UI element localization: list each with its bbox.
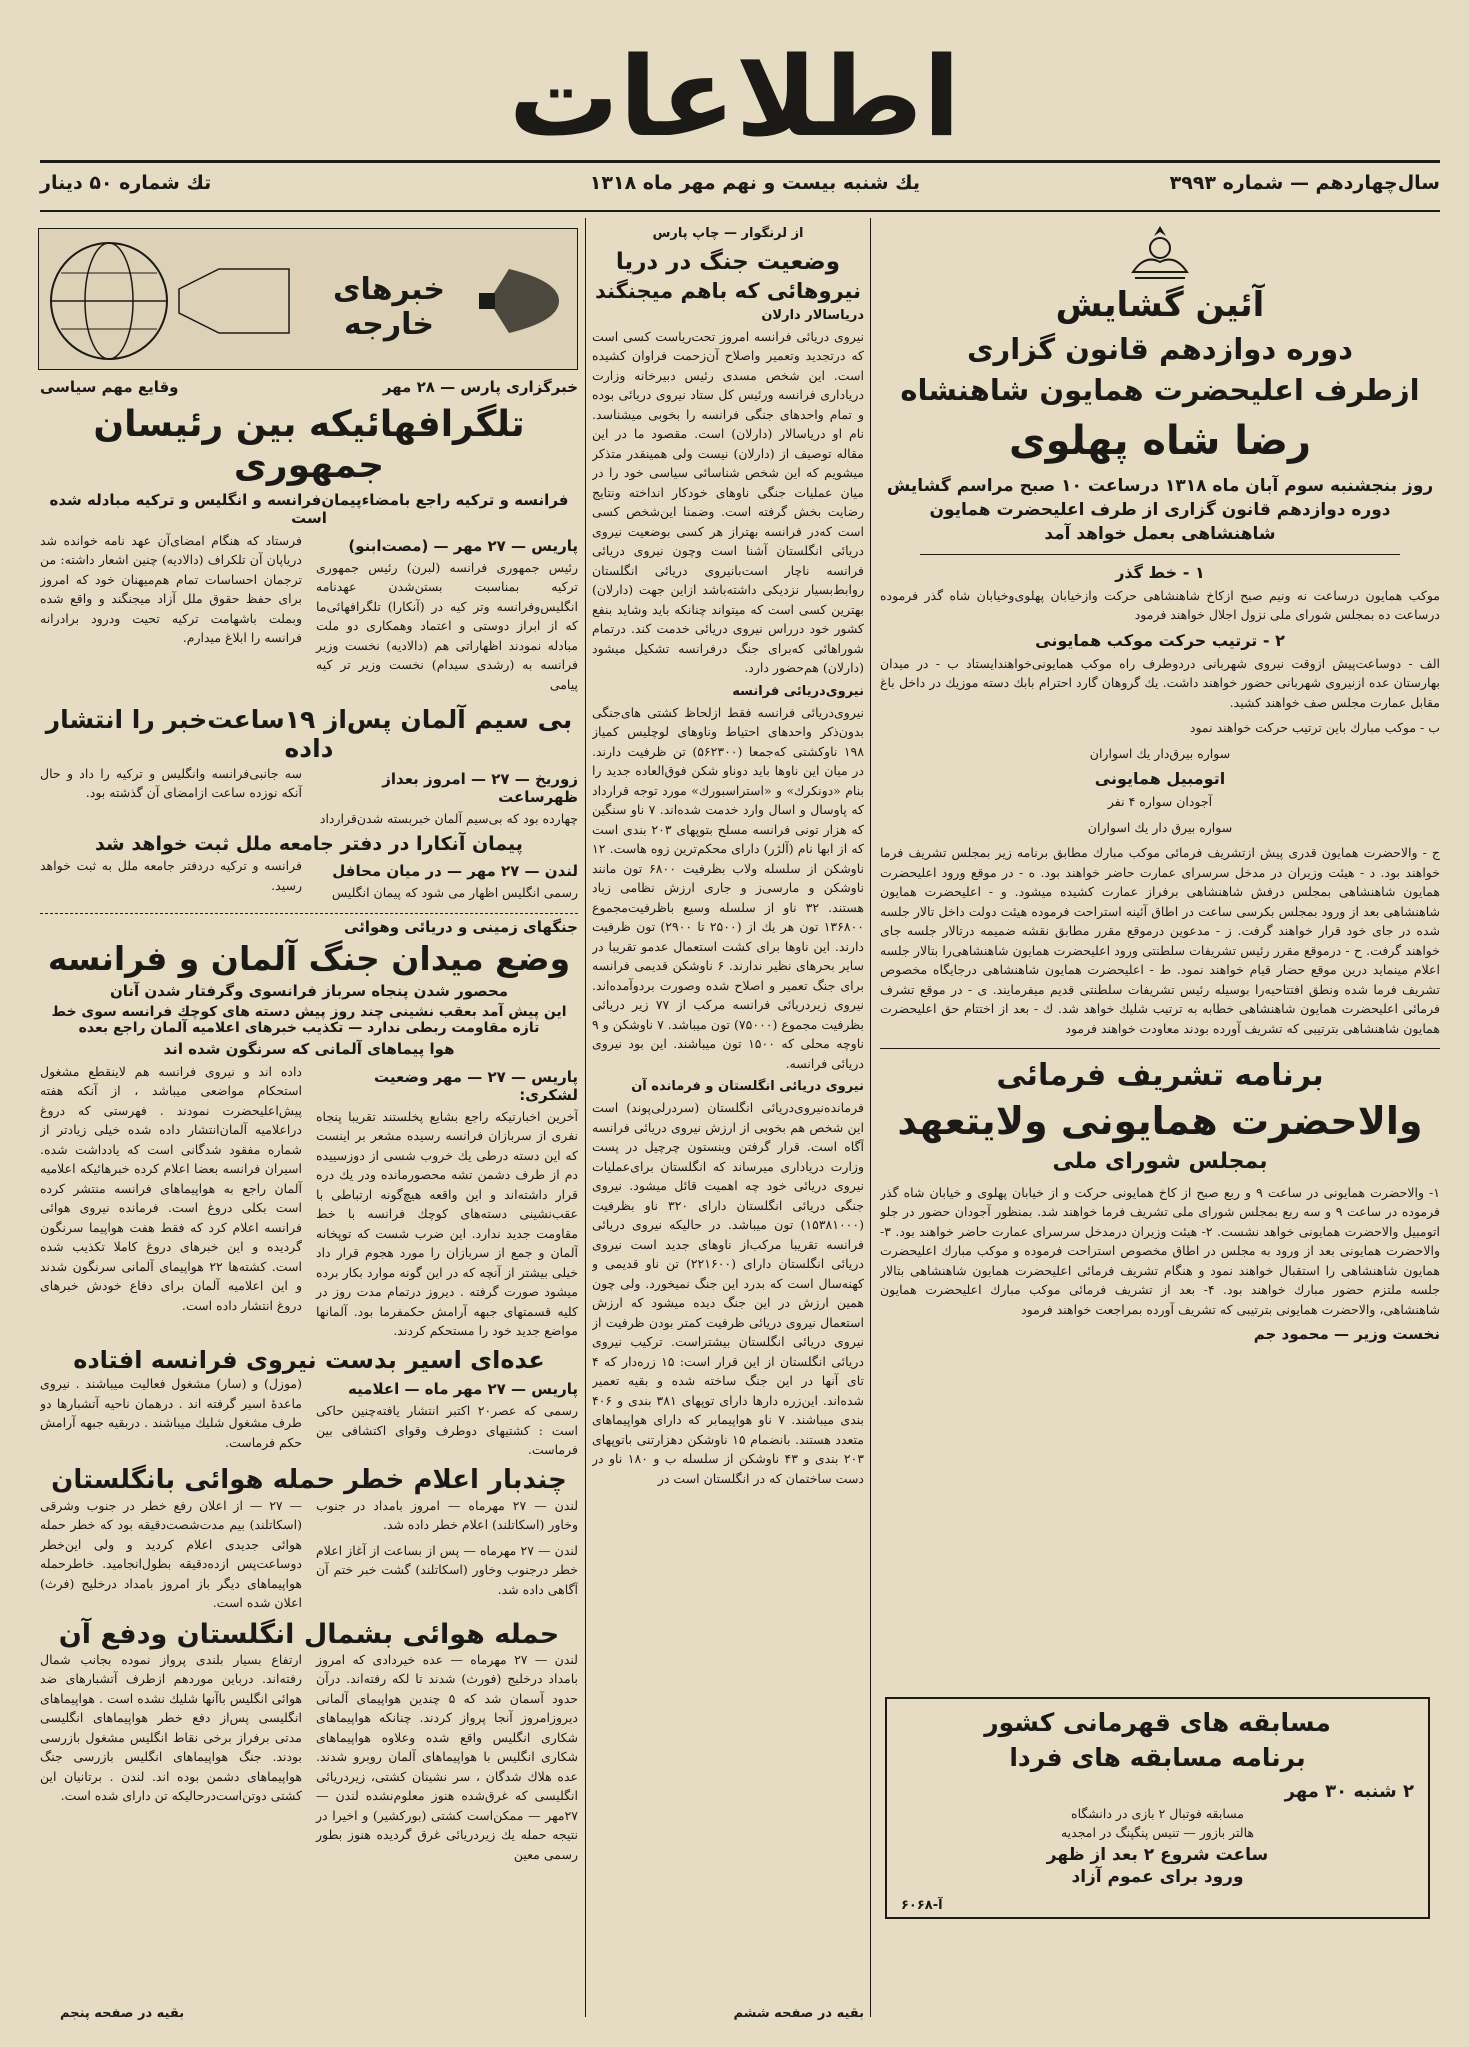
ceremony-authority: ازطرف اعلیحضرت همایون شاهنشاه [900,373,1420,408]
german-radio-dateline: زوریخ — ۲۷ — امروز بعداز ظهرساعت [382,769,578,806]
section-procession-title: ۲ - ترتیب حرکت موکب همایونی [1035,630,1285,650]
headline-presidents-telegrams: تلگرافهائیکه بین رئیسان جمهوری [93,404,525,487]
western-front-sub-1: محصور شدن پنجاه سرباز فرانسوی وگرفتار شدن آنان [109,981,509,1000]
western-front-text-left: داده اند و نیروی فرانسه هم لاینقطع مشغول استحکام مواضعی میباشد ، از آنکه هفته پیش‌اعلیحضرت نمودند . فهرستی که دروغ دراعلامیه آلمان‌انتشار داده شده خیلی زیادتر از شماره مفقود شدگانی است که یادداشت شده. اسیران فرانسه بعضا اعلام کرده خبرهائیکه اعلامیه آلمان راجع به هواپیماهای فرانسه منتشر کرده است بکلی دروغ است. فرمانده نیروی هوائی فرانسه اعلام کرد که فقط هفت هواپیما سرنگون گردیده و این خبرهای دروغ کاملا تکذیب شده است. کشته‌ها ۲۲ هواپیمای آلمانی سرنگون شدند و این اعلامیه آلمان برای دفاع خودش خبرهای دروغ انتشار داده است. [40,1063,302,1313]
ceremony-intro: روز بنجشنبه سوم آبان ماه ۱۳۱۸ درساعت ۱۰ صبح مراسم گشایش دوره دوازدهم قانون گزاری از طرف اعلیحضرت همایون شاهنشاهی بعمل خواهد آمد [886,475,1434,544]
air-raid-alerts-story [40,1496,578,1619]
telegrams-story-right [316,531,578,701]
year-issue: سال‌چهاردهم — شماره ۳۹۹۳ [1169,172,1440,194]
ankara-pact-text-right: رسمی انگلیس اظهار می شود که پیمان انگلیس [331,885,578,901]
western-front-sub-2: این پیش آمد بعقب نشینی چند روز پیش دسته های کوچك فرانسه سوی خط تازه مقاومت ربطی ندارد — تکذیب خبرهای اعلامیه آلمان راجع بعده [51,1003,567,1036]
naval-text-darlan: نیروی دریائی فرانسه امروز تحت‌ریاست کسی است که درتجدید وتعمیر واصلاح آن‌زحمت فراوان کشیده است. این شخص مسدی رئیس دبیرخانه وزارت دریاداری فرانسه ورئیس کل ستاد نیروی دریائی بوده و تمام واحدهای جنگی فرانسه را بخوبی میشناسد. نام او دریاسالار (دارلان) است. مقصود ما در این مقاله توصیف از (دارلان) نیست ولی همینقدر متذکر میشویم که این شخص شناسائی سیاسی خود را در میان عملیات جنگی ناوهای خودکار انداخته ونتایج رضایت بخش گرفته است. وضمنا این‌شخص کسی است که‌در فرانسه بهتراز هر کسی بوضعیت نیروی دریائی انگلستان آشنا است وچون نیروی دریائی فرانسه ناچار است‌بانیروی دریائی انگلستان روابط‌بسیار نزدیکی داشته‌باشد ازاین جهت (دارلان) بهترین کسی است که میتواند چنانکه باید وشاید بنفع کشور خود درراس نیروی دریائی خدمت کند. درتمام شوراهائی که‌برای جنگ درفرانسه تشکیل میشود (دارلان) هم‌حضور دارد. [592,328,864,676]
ad-date: ۲ شنبه ۳۰ مهر [1284,1780,1414,1802]
naval-war-column [592,222,864,2022]
program-text: ۱- والاحضرت همایونی در ساعت ۹ و ربع صبح از کاخ همایونی حرکت و از خیابان پهلوی و خیابان شاه گذر فرموده در ساعت ۹ و سه ربع بمجلس شورای ملی تشریف فرما خواهند شد. بمنظور آجودان حضور در جلو اتومبیل والاحضرت همایونی خواهد نشست. ۲- هیئت وزیران درمدخل سرسرای عمارت حاضر خواهند بود. ۳- والاحضرت همایونی بعد از ورود به مجلس در اطاق مخصوص استراحت فرموده و موکب مبارك اعلیحضرت همایون شاهنشاهی را استقبال خواهند نمود و هنگام تشریف فرمائی اعلیحضرت همایون شاهنشاهی بتالار جلسه ملتزم حضور مبارك خواهند بود. ۴- بعد از تشریف فرمائی موکب مبارك اعلیحضرت همایون شاهنشاهی، والاحضرت همایونی بترتیبی که تشریف آورده بمراجعت خواهند فرمود [880,1184,1440,1317]
newspaper-logo: اطلاعات [508,33,961,161]
ceremony-protocol-text: ج - والاحضرت همایون قدری پیش ازتشریف فرمائی موکب مبارك مطابق برنامه زیر بمجلس تشریف فرما خواهند بود. د - هیئت وزیران در مدخل سرسرای عمارت حاضر خواهند بود. ه - در موقع ورود اعلیحضرت همایون شاهنشاهی بمجلس درفش شاهنشاهی برفراز عمارت کشیده میشود. و - اعلیحضرت همایون شاهنشاهی بعد از ورود بمجلس بکرسی ساعت در اطاق آئینه استراحت فرموده هیئت دولت داخل تالار جلسه شده در جای خود قرار خواهند گرفت. ز - مدعوین درموقع مقرر مطابق نقشه ضمیمه درتالار جلسه جای خواهند گرفت. ح - درموقع مقرر رئیس تشریفات سلطنتی ورود اعلیحضرت همایون شاهنشاهی‌را بتالار جلسه اعلام مینماید درین موقع حضار قیام خواهند نمود. ط - اعلیحضرت همایون شاهنشاهی درجایگاه مخصوص تشریف فرما شده ونطق افتتاحیه‌را بوسیله رئیس تشریفات سلطنتی قدیم میفرمایند. ی - در موقع تشرف فرمائی اعلیحضرت همایون شاهنشاهی خطابه به ترتیب شلیك خواهد شد. ك - بعد از اختتام حق اعلیحضرت همایون شاهنشاهی بترتیبی که تشریف آورده بودند معاودت خواهند فرمود [880,845,1440,1036]
ceremony-divider [920,554,1400,555]
masthead-top-rule [40,160,1440,163]
air-raid-alerts-text-left: — ۲۷ — از اعلان رفع خطر در جنوب وشرقی (اسکاتلند) بیم مدت‌شصت‌دقیقه بود که خطر حمله هوائی جدیدی اعلام کردید و ولی این‌خطر دوساعت‌پس ازده‌دقیقه بطول‌انجامید. خاطرحمله هواپیماهای دیگر باز امروز بامداد درخلیج (فرث) اعلان شده است. [40,1497,302,1611]
procession-row-1: سواره بیرق‌دار یك اسواران [1089,745,1231,761]
sports-advertisement [885,1697,1430,1919]
section-route-text: موکب همایون درساعت نه ونیم صبح ازکاخ شاهنشاهی حرکت وازخیابان پهلوی‌وخیابان شاه گذر فرموده درساعت ده بمجلس شورای ملی نزول اجلال خواهند فرمود [880,587,1440,623]
headline-ankara-pact: پیمان آنکارا در دفتر جامعه ملل ثبت خواهد شد [95,833,523,856]
section-procession-text: الف - دوساعت‌پیش ازوقت نیروی شهربانی دردوطرف راه موکب همایونی‌خواهندایستاد ب - در میدان بهارستان عده ازنیروی شهربانی حضور خواهند داشت. یك گروهان گارد احترام بابك دسته موزیك در داخل باغ مقابل عمارت مجلس صف خواهند کشید. [880,655,1440,710]
telegrams-story [40,531,578,701]
headline-northern-raid: حمله هوائی بشمال انگلستان ودفع آن [58,1618,560,1650]
german-radio-story [40,764,578,835]
section-procession-order: ب - موکب مبارك باین ترتیب حرکت خواهند نمود [1189,720,1440,736]
telegrams-subheadline: فرانسه و ترکیه راجع بامضاءپیمان‌فرانسه و انگلیس و ترکیه مبادله شده است [49,490,569,527]
foreign-news-title: خبرهای خارجه [332,272,446,342]
column-separator-right [870,218,871,2017]
air-raid-alerts-dispatch-1: لندن — ۲۷ مهرماه — امروز بامداد در جنوب وخاور (اسکاتلند) اعلام خطر داده شد. [316,1497,578,1533]
issue-price: تك شماره ۵۰ دینار [40,172,212,194]
program-parliament: بمجلس شورای ملی [1052,1149,1268,1175]
telegrams-dateline: پاریس — ۲۷ مهر — (مصت‌ابنو) [348,536,578,555]
naval-sub-british-navy: نیروی دریائی انگلستان و فرمانده آن [631,1079,864,1095]
german-radio-text-left: سه جانبی‌فرانسه وانگلیس و ترکیه را داد و حال آنکه نوزده ساعت ازامضای آن گذشته بود. [40,765,302,801]
ad-code: آ-۶۰۶۸ [901,1898,943,1913]
masthead-bottom-rule [40,210,1440,212]
air-raid-alerts-dispatch-2: لندن — ۲۷ مهرماه — پس از بساعت از آغاز اعلام خطر درجنوب وخاور (اسکاتلند) گشت خبر ختم آن آگاهی داده شد. [316,1542,578,1597]
masthead [0,0,1469,160]
german-radio-text-right: چهارده بود که بی‌سیم آلمان خبربسته شدن‌قرارداد [319,810,578,826]
northern-raid-story [40,1650,578,1871]
program-divider [880,1048,1440,1049]
royal-car-title: اتومبیل همایونی [1094,769,1226,789]
telegrams-story-left [40,531,302,701]
procession-row-2: آجودان سواره ۴ نفر [1107,794,1213,810]
ceremony-subheadline: دوره دوازدهم قانون گزاری [966,332,1354,367]
headline-german-radio: بی سیم آلمان پس‌از ۱۹ساعت‌خبر را انتشار داده [45,705,573,764]
news-agency-line: خبرگزاری پارس — ۲۸ مهر [382,378,578,396]
ceremony-headline: آئین گشایش [1055,285,1265,325]
western-front-dateline: پاریس — ۲۷ — مهر وضعیت لشکری: [374,1067,578,1104]
naval-subheadline: نیروهائی که باهم میجنگند [594,279,862,304]
prisoners-text-left: (موزل) و (سار) مشغول فعالیت میباشند . نیروی ماعدۀ اسیر گرفته اند . درهمان ناحیه آتشبارها دو طرف مشغول شلیك میباشند . دربقیه جبهه آرامش حکم فرماست. [40,1376,302,1450]
procession-row-3: سواره بیرق دار یك اسواران [1087,819,1233,835]
foreign-news-continued-note: بقیه در صفحه پنجم [60,2006,185,2021]
naval-text-british-navy: فرمانده‌نیروی‌دریائی انگلستان (سردرلی‌پوند) است این شخص هم بخوبی از ارزش نیروی دریائی فرانسه آگاه است. قرار گرفتن وینستون چرچیل در پست وزارت دریاداری میرساند که انگلستان برای‌عملیات نیروی دریائی خود چه اهمیت قائل میشود. نیروی جنگی دریائی انگلستان دارای ۳۲۰ ناو بظرفیت (۱۵۳۸۱۰۰۰) تون میباشد. در حالیکه نیروی دریائی فرانسه تقریبا مرکب‌از ناوهای جدید است نیروی دریائی انگلستان دارای (۲۲۱۶۰۰) تن ناو قدیمی و کهنه‌سال است که بدرد این جنگ نمیخورد. ولی چون همین ارزش در این جنگ دیده میشود که ارزش استعمال نیروی دریائی ظرفیت کمتر بودن ظرفیت از نیروی دریائی انگلستان بیشتراست. ترکیب نیروی دریائی انگلستان از این قرار است: ۱۵ زره‌دار که ۴ تای آنها در این جنگ ساخته شده و بقیه تعمیر شده‌اند. این‌زره دارها دارای توپهای ۳۸۱ بندی و ۴۰۶ بندی میباشند. ۷ ناو هواپیمابر که دارای هواپیماهای متعدد هستند. بانضمام ۱۵ ناوشکن دهزارتنی باتوپهای ۲۰۳ بندی و ۴۳ ناوشکن از سلسله ب و ۱۸۰ ناو در دست ساختمان که در انگلستان است در [592,1100,864,1486]
western-front-story [40,1062,578,1347]
ceremony-shah-name: رضا شاه پهلوی [1008,417,1311,464]
ad-subheadline: برنامه مسابقه های فردا [1009,1742,1306,1772]
headline-air-raid-alerts: چندبار اعلام خطر حمله هوائی بانگلستان [51,1464,567,1495]
headline-prisoners: عده‌ای اسیر بدست نیروی فرانسه افتاده [73,1345,545,1374]
naval-text-french-navy: نیروی‌دریائی فرانسه فقط ازلحاظ کشتی های‌جنگی بدون‌ذکر واحدهای احتیاط وناوهای لوچلیس کمیاز ۱۹۸ ناوکشتی که‌جمعا (۵۶۲۳۰۰) تن ظرفیت دارند. در میان این ناوها باید دوناو شکن فوق‌العاده جدید را بنام «دونکرك» و «استراسبورك» مورد توجه قرارداد که پاوسال و اسال وارد خدمت شده‌اند. ۷ ناو سنگین که هزار تونی فرانسه مسلح بتوپهای ۲۰۳ بندی است که از ابها نام (آلژر) دارای محکم‌ترین زوه هاست. ۱۲ ناوشکن از سلسله ولاب بظرفیت ۶۸۰۰ تون مانند ناوشکن و مارسی‌ز و جاری ارزش نظامی زیاد هستند. ۳۲ ناو از سلسله وسیع باظرفیت‌مجموع ۱۳۶۸۰۰ تون هر یك از (۲۵۰۰ تا ۲۹۰۰) تون ظرفیت دارند. این ناوها برای کشت استعمال عدمو تقریبا در سایر بحرهای نظیر ندارند. ۶ ناوشکن قدیمی فرانسه برای جنگ تعمیر و اصلاح شده وصورت بردوآمده‌اند. نیروی زیردریائی فرانسه مرکب از ۷۷ زیر دریائی بظرفیت مجموع (۷۵۰۰۰) تون میباشد. ۷ ناوشکن و ۹ ناوچه محلی که ۱۵۰۰ تون میباشند. این بود نیروی دریائی فرانسه. [592,704,864,1071]
naval-sub-french-navy: نیروی‌دریائی فرانسه [732,683,864,699]
prisoners-story [40,1374,578,1466]
ad-headline: مسابقه های قهرمانی کشور [984,1708,1331,1737]
issue-date: یك شنبه بیست و نهم مهر ماه ۱۳۱۸ [589,172,920,194]
ad-line-tennis: هالتر بازور — تنیس پنگپنگ در امجدیه [1060,1825,1255,1840]
foreign-news-column [40,374,578,2024]
program-headline: برنامه تشریف فرمائی [996,1058,1324,1094]
telegrams-text-right: رئیس جمهوری فرانسه (لبرن) رئیس جمهوری ترکیه بمناسبت بستن‌شدن عهدنامه انگلیس‌وفرانسه وتر کیه در (آنکارا) تلگرافهائی‌ما که از ابراز دوستی و اعتماد وهمکاری دو ملت مبادله نمودند اظهاراتی هم (دالادیه) نخست وزیر فرانسه به (رشدی سیدام) نخست وزیر تر کیه پیامی [316,559,578,692]
northern-raid-text-right: لندن — ۲۷ مهرماه — عده خیردادی که امروز بامداد درخلیج (فورث) شدند تا لکه رفته‌اند. درآن حدود آسمان شد که ۵ چندین هواپیمای آلمانی دیروزامروز آنجا پرواز کردند. چنانکه هواپیماهای شکاری انگلیس واقع شده وعلاوه هواپیماهای شکاری انگلیس با هواپیماهای آلمان روبرو شدند. عده هلاك شدگان ، سر نشینان کشتی، زیردریائی انگلیسی که غرق‌شده هنوز معلوم‌نشده لندن — ۲۷مهر — ممکن‌است کشتی (بورکشیر) و اخیرا در نتیجه حمله یك زیردریائی غرق گردیده هنوز بطور رسمی معین [316,1651,578,1862]
northern-raid-text-left: ارتفاع بسیار بلندی پرواز نموده بجانب شمال رفته‌اند. درباین موردهم ازطرف آتشبارهای ضد هوائی انگلیس باآنها شلیك نشده است . هواپیماهای انگلیسی پس‌از دفع خطر هواپیماهای انگلیسی مدتی برفراز برخی نقاط انگلیس مشغول بازرسی بودند. جنگ هواپیماهای انگلیس بازرسی جنگ هواپیماهای دشمن بوده اند. لندن . برتانیان این کشتی دوتن‌است‌درحالیکه تن دارای شده است. [40,1651,302,1804]
political-kicker: وقایع مهم سیاسی [40,378,179,396]
western-front-text-right: آخرین اخبارتیکه راجع بشایع پخلستند تقریبا پنجاه نفری از سربازان فرانسه رسیده مشعر بر اینست که این دسته درطی یك خروب شسی از دوزسییده دم از طرف دشمن تشه محصورمانده ودر یك دره قرار داشته‌اند و این واقعه هیچ‌گونه ارتباطی با عقب‌نشینی دسته‌های کوچك فرانسه با خط مقاومت جدید ندارد. این ضرب شست که توپخانه آلمان و جمع از سربازان را مورد هجوم قرار داد خیلی بیشتر از آنچه که در این گونه موارد بکار برده میشود صورت گرفته . دیروز درتمام مدت روز در کلیه قسمتهای جبهه آرامش حکمفرما بود. آلمانها مواضع جدید خود را مستحکم کردند. [316,1108,578,1339]
prisoners-text-right: رسمی که عصر۲۰ اکتبر انتشار یافته‌چنین حاکی است : کشتیهای دوطرف وقوای اکتشافی بین فرماست. [316,1403,578,1458]
ankara-pact-dateline: لندن — ۲۷ مهر — در میان محافل [332,862,578,881]
naval-continued-note: بقیه در صفحه ششم [733,2006,864,2021]
naval-source: از لرنگوار — چاپ پارس [652,226,804,241]
section-route-title: ۱ - خط گذر [1115,562,1205,582]
program-crown-prince: والاحضرت همایونی ولایتعهد [897,1098,1423,1143]
column-separator-left [585,218,586,2017]
prime-minister-signature: نخست وزیر — محمود جم [1253,1325,1440,1344]
western-front-sub-3: هوا پیماهای آلمانی که سرنگون شده اند [163,1039,455,1058]
ankara-pact-text-left: فرانسه و ترکیه دردفتر جامعه ملل به ثبت خواهد رسید. [40,858,302,893]
naval-sub-darlan: دریاسالار دارلان [761,307,864,323]
ad-start-time: ساعت شروع ۲ بعد از ظهر [1046,1844,1269,1865]
telegrams-text-left: فرستاد که هنگام امضای‌آن عهد نامه خوانده شد دریاپان آن تلکراف (دالادیه) چنین اشعار داشته: من ترجمان احساسات تمام هم‌میهنان خود که امروز برای حفظ حقوق ملل آزاد میجنگند و واقع شده وبملت باشهامت ترکیه تحیت ودرود برادرانه فرانسه را ابلاغ میدارم. [40,532,302,646]
section-land-sea-air: جنگهای زمینی و دریائی وهوائی [344,917,578,936]
ankara-pact-story [40,856,578,909]
lion-and-sun-emblem-icon [1125,222,1195,284]
naval-headline: وضعیت جنگ در دریا [615,249,841,275]
ad-free-entry: ورود برای عموم آزاد [1071,1866,1244,1887]
masthead-info-line [40,168,1440,202]
headline-western-front: وضع میدان جنگ آلمان و فرانسه [47,938,571,978]
ad-line-football: مسابقه فوتبال ۲ بازی در دانشگاه [1071,1805,1244,1821]
prisoners-dateline: پاریس — ۲۷ مهر ماه — اعلامیه [348,1380,578,1399]
foreign-news-banner [38,228,578,370]
